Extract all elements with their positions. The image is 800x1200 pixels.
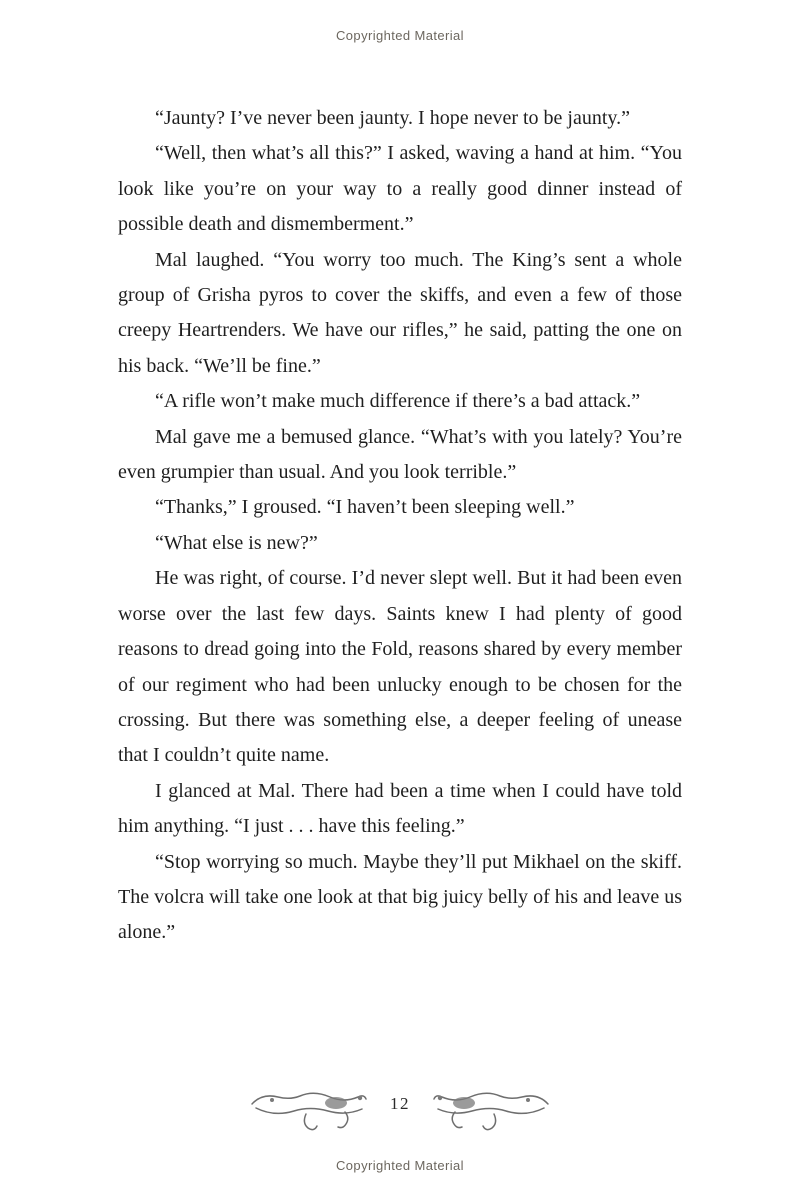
flourish-right-icon [432, 1084, 552, 1136]
paragraph-8: He was right, of course. I’d never slept well. But it had been even worse over the last few days. Saints knew I had plenty of good reasons to dread going into the Fold, reasons shared by every member of our regiment who had been unlucky enough to be chosen for the crossing. But there was something else, a deeper feeling of unease that I couldn’t quite name. [118, 567, 682, 767]
page-text [118, 101, 682, 951]
paragraph-2: “Well, then what’s all this?” I asked, waving a hand at him. “You look like you’re on your way to a really good dinner instead of possible death and dismemberment.” [118, 142, 682, 236]
copyright-notice-bottom: Copyrighted Material [336, 1158, 464, 1173]
page-footer [0, 1080, 800, 1140]
paragraph-6: “Thanks,” I groused. “I haven’t been sleeping well.” [155, 496, 575, 519]
flourish-left-icon [248, 1084, 368, 1136]
paragraph-3: Mal laughed. “You worry too much. The King’s sent a whole group of Grisha pyros to cover the skiffs, and even a few of those creepy Heartrenders. We have our rifles,” he said, patting the one on his back. “We’ll be fine.” [118, 248, 682, 377]
paragraph-5: Mal gave me a bemused glance. “What’s with you lately? You’re even grumpier than usual. And you look terrible.” [118, 425, 682, 484]
paragraph-10: “Stop worrying so much. Maybe they’ll put Mikhael on the skiff. The volcra will take one look at that big juicy belly of his and leave us alone.” [118, 850, 682, 944]
page-number: 12 [390, 1094, 410, 1113]
paragraph-4: “A rifle won’t make much difference if there’s a bad attack.” [155, 390, 641, 413]
paragraph-7: “What else is new?” [155, 531, 318, 554]
copyright-notice-top: Copyrighted Material [336, 28, 464, 43]
paragraph-9: I glanced at Mal. There had been a time when I could have told him anything. “I just . . . have this feeling.” [118, 779, 682, 838]
paragraph-1: “Jaunty? I’ve never been jaunty. I hope never to be jaunty.” [155, 107, 630, 129]
